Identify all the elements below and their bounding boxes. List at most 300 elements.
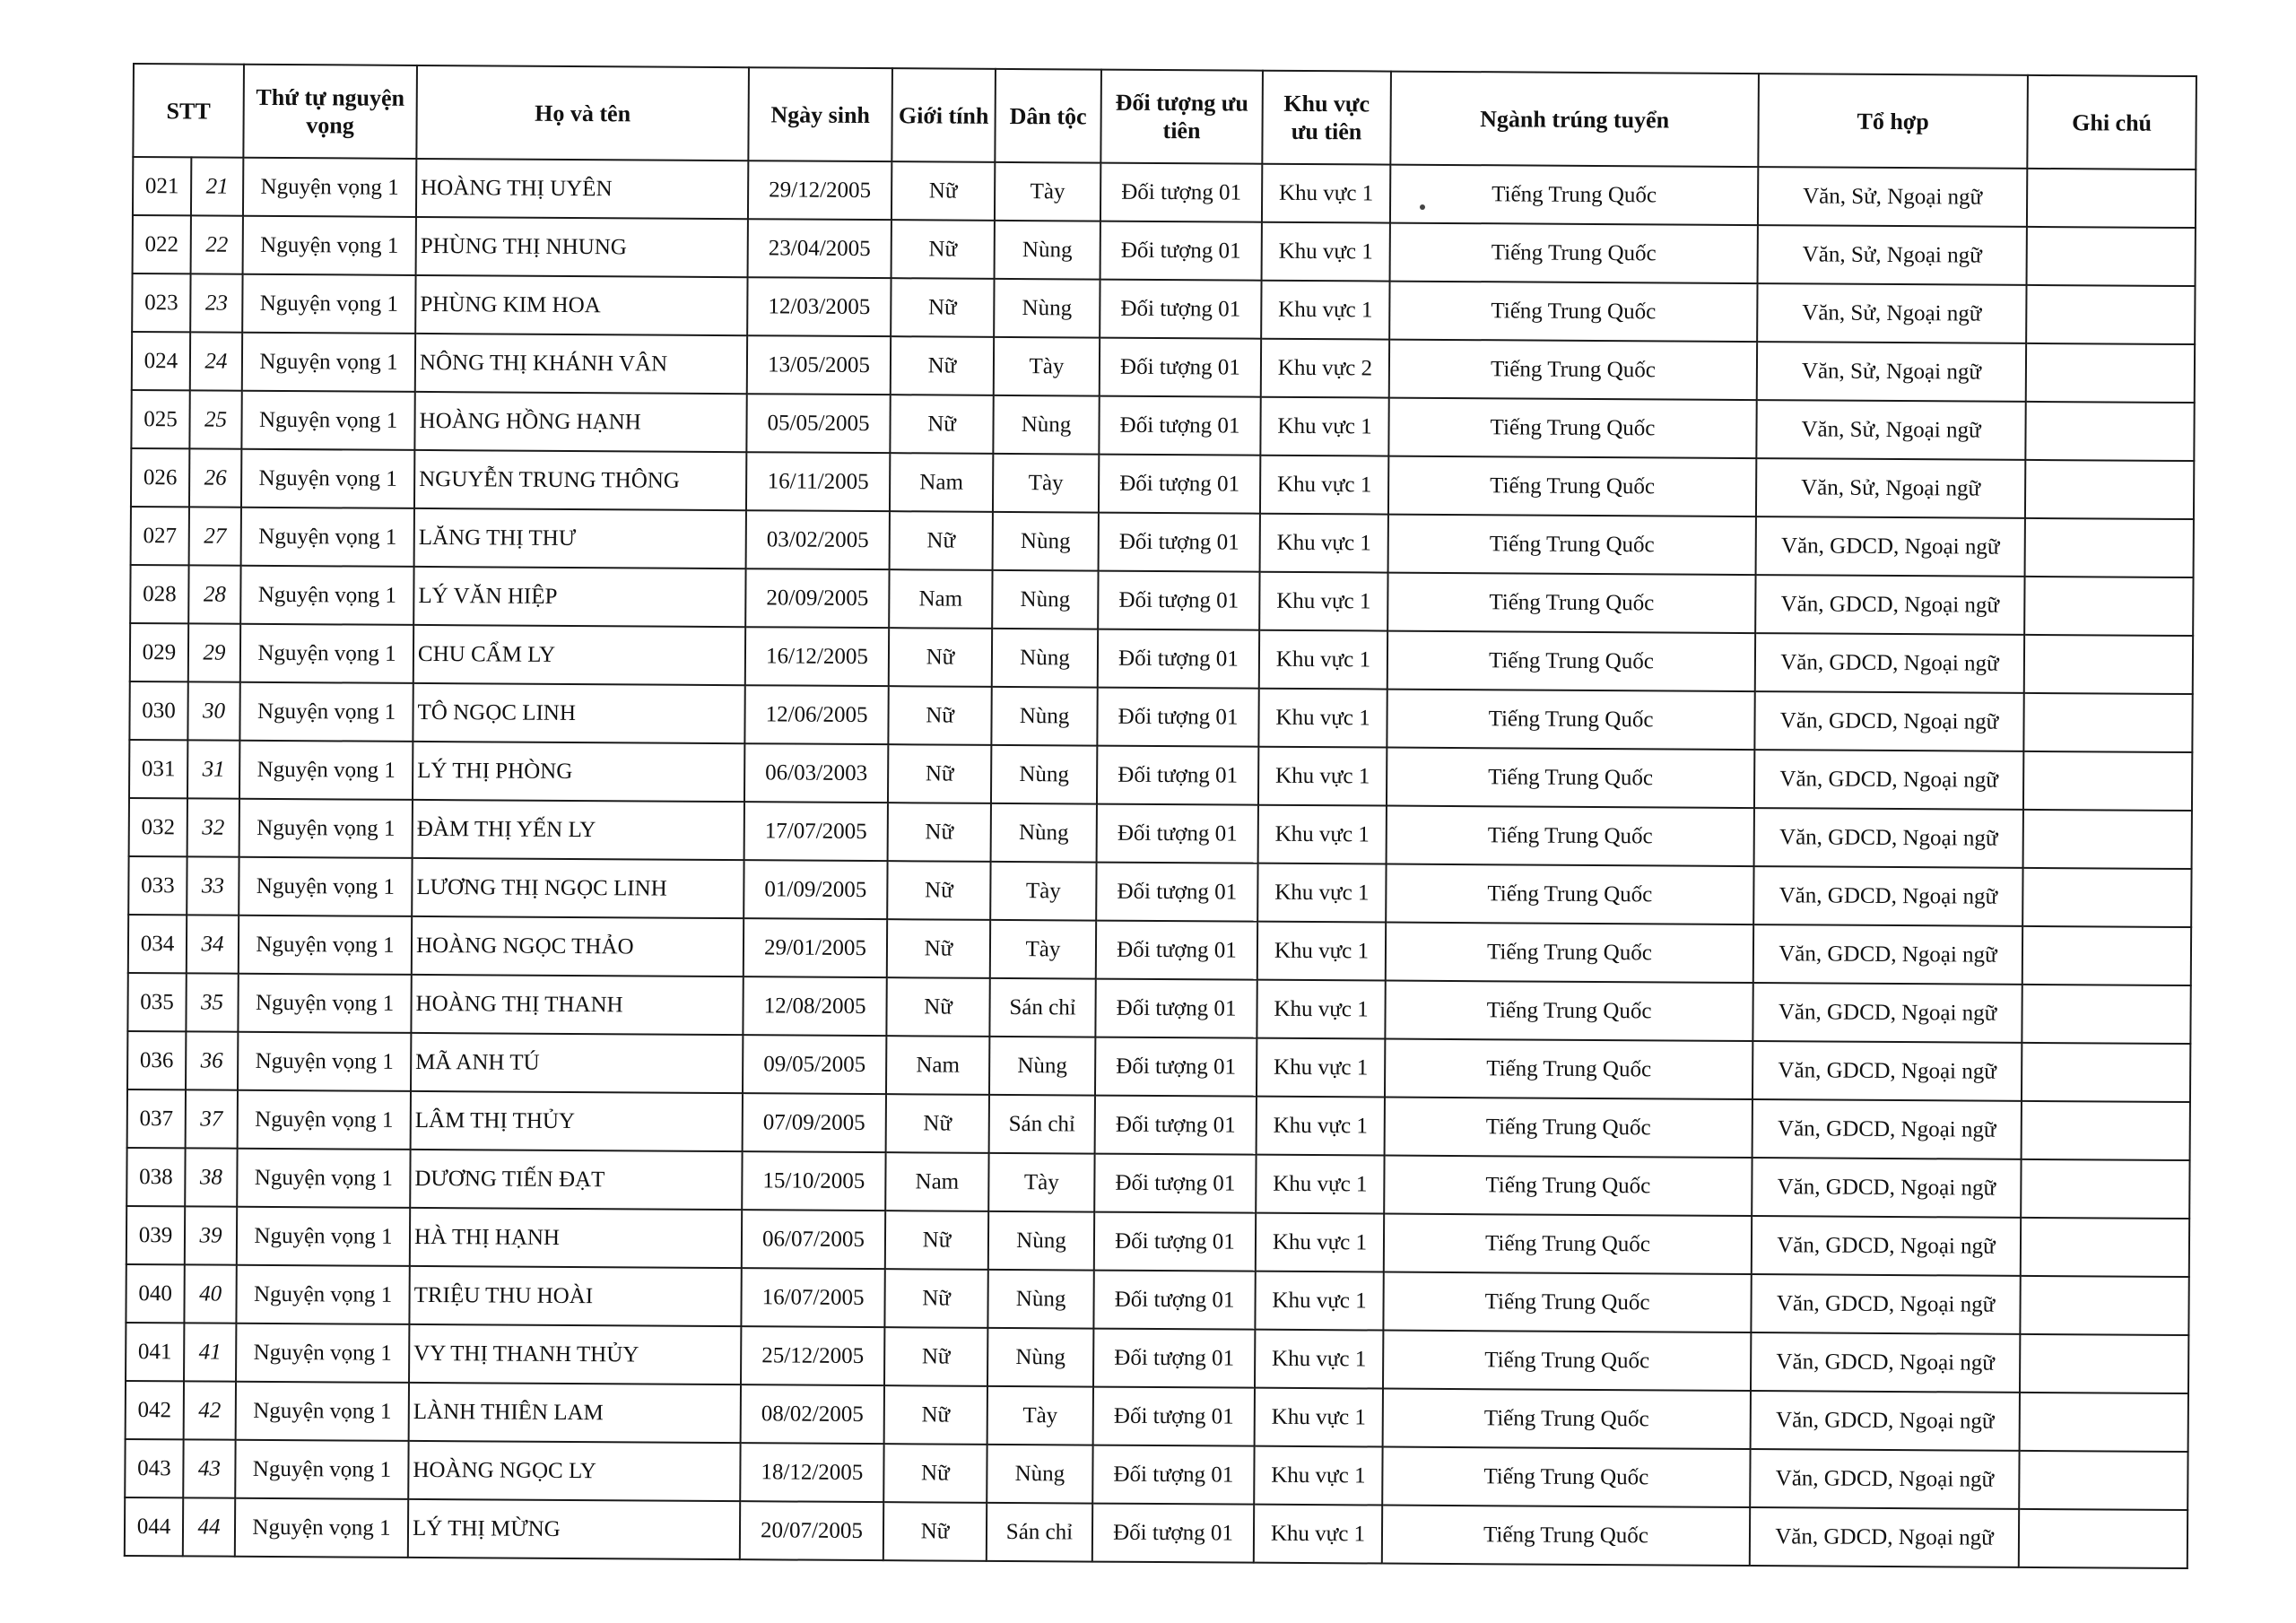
- cell-dan-toc: Nùng: [993, 395, 1099, 455]
- cell-order: 26: [189, 448, 241, 507]
- cell-order: 29: [188, 623, 240, 681]
- cell-to-hop: Văn, GDCD, Ngoại ngữ: [1751, 1332, 2020, 1393]
- table-header-row: [133, 64, 2196, 169]
- cell-to-hop: Văn, GDCD, Ngoại ngữ: [1754, 750, 2023, 810]
- cell-nguyen-vong: Nguyện vọng 1: [239, 682, 413, 742]
- cell-ho-ten: LĂNG THỊ THƯ: [414, 508, 746, 568]
- cell-ghi-chu: [2020, 1276, 2188, 1335]
- cell-nganh: Tiếng Trung Quốc: [1383, 1272, 1751, 1333]
- cell-ngay-sinh: 12/08/2005: [743, 976, 886, 1036]
- cell-to-hop: Văn, GDCD, Ngoại ngữ: [1751, 1391, 2020, 1451]
- cell-ho-ten: HOÀNG NGỌC THẢO: [412, 916, 744, 976]
- cell-gioi-tinh: Nữ: [891, 278, 994, 337]
- cell-ghi-chu: [2022, 1101, 2190, 1160]
- cell-stt: 031: [129, 740, 187, 798]
- cell-order: 25: [189, 390, 241, 448]
- cell-ghi-chu: [2022, 1043, 2190, 1102]
- cell-ho-ten: PHÙNG KIM HOA: [415, 275, 747, 335]
- cell-stt: 023: [132, 273, 190, 332]
- cell-gioi-tinh: Nam: [890, 453, 993, 512]
- cell-order: 43: [183, 1439, 235, 1497]
- cell-stt: 025: [131, 390, 189, 448]
- cell-ho-ten: LƯƠNG THỊ NGỌC LINH: [412, 858, 744, 918]
- cell-to-hop: Văn, GDCD, Ngoại ngữ: [1754, 691, 2023, 751]
- cell-ho-ten: LÝ VĂN HIỆP: [413, 567, 745, 627]
- cell-nguyen-vong: Nguyện vọng 1: [239, 916, 412, 975]
- cell-khu-vuc: Khu vực 1: [1262, 222, 1390, 282]
- cell-gioi-tinh: Nữ: [890, 395, 993, 454]
- cell-stt: 036: [127, 1031, 186, 1089]
- cell-nganh: Tiếng Trung Quốc: [1384, 1156, 1752, 1217]
- cell-stt: 033: [128, 856, 187, 915]
- cell-stt: 039: [126, 1206, 185, 1264]
- cell-to-hop: Văn, Sử, Ngoại ngữ: [1756, 400, 2025, 460]
- cell-nganh: Tiếng Trung Quốc: [1386, 923, 1753, 984]
- cell-order: 42: [184, 1381, 236, 1439]
- cell-to-hop: Văn, GDCD, Ngoại ngữ: [1750, 1507, 2019, 1567]
- cell-to-hop: Văn, GDCD, Ngoại ngữ: [1752, 1099, 2022, 1159]
- cell-khu-vuc: Khu vực 1: [1258, 805, 1387, 864]
- cell-ghi-chu: [2023, 693, 2192, 752]
- cell-stt: 030: [129, 681, 187, 740]
- cell-nguyen-vong: Nguyện vọng 1: [236, 1382, 409, 1441]
- cell-dan-toc: Nùng: [987, 1270, 1093, 1329]
- cell-gioi-tinh: Nữ: [888, 686, 991, 745]
- cell-doi-tuong: Đối tượng 01: [1097, 804, 1258, 864]
- header-doi-tuong-uu-tien: Đối tượng ưu tiên: [1100, 70, 1263, 164]
- header-gioi-tinh: Giới tính: [891, 68, 996, 162]
- cell-doi-tuong: Đối tượng 01: [1100, 221, 1262, 281]
- cell-ghi-chu: [2024, 577, 2193, 636]
- cell-khu-vuc: Khu vực 1: [1260, 397, 1388, 456]
- cell-doi-tuong: Đối tượng 01: [1095, 979, 1257, 1038]
- cell-gioi-tinh: Nữ: [891, 336, 994, 395]
- cell-stt: 040: [126, 1264, 184, 1323]
- cell-doi-tuong: Đối tượng 01: [1100, 163, 1262, 222]
- cell-gioi-tinh: Nữ: [890, 511, 993, 570]
- cell-dan-toc: Nùng: [988, 1211, 1094, 1271]
- cell-gioi-tinh: Nam: [885, 1152, 988, 1211]
- cell-khu-vuc: Khu vực 1: [1256, 1213, 1384, 1272]
- cell-order: 28: [188, 565, 240, 623]
- cell-ho-ten: LÝ THỊ MỪNG: [408, 1499, 740, 1559]
- cell-to-hop: Văn, GDCD, Ngoại ngữ: [1754, 808, 2023, 868]
- header-dan-toc: Dân tộc: [995, 69, 1101, 163]
- cell-ho-ten: NÔNG THỊ KHÁNH VÂN: [415, 334, 747, 394]
- cell-nganh: Tiếng Trung Quốc: [1388, 515, 1756, 576]
- cell-ghi-chu: [2023, 751, 2192, 811]
- cell-nguyen-vong: Nguyện vọng 1: [238, 1090, 411, 1150]
- cell-ghi-chu: [2022, 985, 2190, 1044]
- cell-ngay-sinh: 08/02/2005: [741, 1384, 884, 1444]
- cell-ghi-chu: [2019, 1509, 2187, 1568]
- cell-stt: 041: [126, 1323, 184, 1381]
- cell-doi-tuong: Đối tượng 01: [1092, 1504, 1254, 1563]
- cell-nganh: Tiếng Trung Quốc: [1383, 1389, 1751, 1450]
- cell-dan-toc: Sán chỉ: [987, 1503, 1092, 1562]
- cell-nguyen-vong: Nguyện vọng 1: [241, 508, 414, 567]
- cell-gioi-tinh: Nữ: [884, 1269, 987, 1328]
- cell-stt: 029: [130, 623, 188, 681]
- cell-khu-vuc: Khu vực 1: [1259, 630, 1387, 690]
- cell-ngay-sinh: 09/05/2005: [743, 1035, 886, 1094]
- cell-ho-ten: TRIỆU THU HOÀI: [409, 1266, 741, 1326]
- cell-order: 32: [187, 798, 239, 856]
- cell-dan-toc: Tày: [990, 920, 1096, 979]
- cell-ho-ten: CHU CẨM LY: [413, 625, 745, 685]
- cell-khu-vuc: Khu vực 1: [1260, 514, 1388, 573]
- cell-ho-ten: LÝ THỊ PHÒNG: [413, 742, 744, 802]
- cell-dan-toc: Tày: [990, 862, 1096, 921]
- cell-to-hop: Văn, GDCD, Ngoại ngữ: [1753, 924, 2022, 985]
- cell-dan-toc: Nùng: [989, 1037, 1095, 1096]
- cell-ghi-chu: [2023, 810, 2192, 869]
- cell-doi-tuong: Đối tượng 01: [1095, 1037, 1257, 1097]
- cell-khu-vuc: Khu vực 1: [1257, 1038, 1385, 1098]
- cell-ngay-sinh: 06/07/2005: [742, 1210, 885, 1269]
- cell-ghi-chu: [2022, 926, 2191, 985]
- cell-khu-vuc: Khu vực 1: [1258, 689, 1387, 748]
- cell-ngay-sinh: 23/04/2005: [748, 219, 891, 278]
- cell-stt: 021: [133, 157, 191, 215]
- cell-ngay-sinh: 05/05/2005: [746, 394, 890, 453]
- cell-dan-toc: Nùng: [994, 279, 1100, 338]
- cell-nganh: Tiếng Trung Quốc: [1383, 1331, 1751, 1392]
- cell-order: 33: [187, 856, 239, 915]
- cell-ngay-sinh: 12/03/2005: [747, 277, 891, 336]
- cell-nguyen-vong: Nguyện vọng 1: [242, 274, 415, 334]
- cell-ngay-sinh: 03/02/2005: [746, 510, 890, 569]
- cell-ngay-sinh: 29/01/2005: [744, 918, 887, 977]
- cell-gioi-tinh: Nữ: [883, 1502, 987, 1561]
- cell-gioi-tinh: Nữ: [884, 1327, 987, 1386]
- cell-dan-toc: Nùng: [992, 629, 1098, 688]
- header-nganh-trung-tuyen: Ngành trúng tuyển: [1390, 72, 1759, 168]
- cell-nganh: Tiếng Trung Quốc: [1387, 631, 1755, 692]
- cell-ho-ten: LÀNH THIÊN LAM: [409, 1383, 741, 1443]
- cell-ngay-sinh: 20/09/2005: [745, 568, 889, 628]
- cell-dan-toc: Nùng: [987, 1445, 1092, 1504]
- cell-ghi-chu: [2021, 1218, 2189, 1277]
- cell-to-hop: Văn, Sử, Ngoại ngữ: [1757, 283, 2026, 343]
- cell-nguyen-vong: Nguyện vọng 1: [238, 1032, 411, 1091]
- cell-stt: 022: [133, 215, 191, 273]
- cell-gioi-tinh: Nữ: [886, 1094, 989, 1153]
- cell-to-hop: Văn, Sử, Ngoại ngữ: [1757, 342, 2026, 402]
- cell-dan-toc: Tày: [993, 454, 1099, 513]
- cell-dan-toc: Tày: [987, 1386, 1093, 1445]
- cell-ho-ten: ĐÀM THỊ YẾN LY: [413, 800, 744, 860]
- cell-to-hop: Văn, GDCD, Ngoại ngữ: [1752, 1158, 2021, 1218]
- cell-nganh: Tiếng Trung Quốc: [1387, 806, 1754, 867]
- header-to-hop: Tổ hợp: [1758, 74, 2028, 169]
- cell-to-hop: Văn, Sử, Ngoại ngữ: [1758, 167, 2027, 227]
- cell-khu-vuc: Khu vực 1: [1254, 1505, 1382, 1564]
- cell-stt: 034: [128, 915, 187, 973]
- admission-list-sheet: [124, 63, 2196, 1571]
- cell-gioi-tinh: Nữ: [883, 1444, 987, 1503]
- cell-to-hop: Văn, GDCD, Ngoại ngữ: [1755, 633, 2024, 693]
- cell-gioi-tinh: Nữ: [885, 1211, 988, 1270]
- cell-dan-toc: Nùng: [991, 803, 1097, 863]
- cell-order: 40: [184, 1264, 236, 1323]
- header-thu-tu-nguyen-vong: Thứ tự nguyện vọng: [243, 65, 417, 159]
- cell-gioi-tinh: Nữ: [889, 628, 992, 687]
- cell-dan-toc: Nùng: [991, 745, 1097, 804]
- cell-gioi-tinh: Nữ: [886, 977, 989, 1037]
- cell-doi-tuong: Đối tượng 01: [1093, 1329, 1255, 1388]
- cell-ho-ten: HOÀNG THỊ UYÊN: [416, 159, 748, 219]
- cell-khu-vuc: Khu vực 1: [1257, 864, 1386, 923]
- cell-ho-ten: LÂM THỊ THỦY: [411, 1091, 743, 1151]
- cell-ho-ten: HOÀNG THỊ THANH: [411, 975, 743, 1035]
- cell-order: 27: [189, 507, 241, 565]
- cell-to-hop: Văn, GDCD, Ngoại ngữ: [1756, 516, 2025, 577]
- cell-nganh: Tiếng Trung Quốc: [1390, 223, 1758, 284]
- cell-order: 35: [186, 973, 238, 1031]
- cell-ngay-sinh: 01/09/2005: [744, 860, 887, 919]
- cell-order: 44: [183, 1497, 235, 1556]
- cell-nguyen-vong: Nguyện vọng 1: [239, 799, 413, 858]
- cell-nganh: Tiếng Trung Quốc: [1385, 1039, 1752, 1100]
- cell-to-hop: Văn, GDCD, Ngoại ngữ: [1752, 1041, 2022, 1101]
- header-khu-vuc-uu-tien: Khu vực ưu tiên: [1262, 71, 1391, 165]
- cell-nganh: Tiếng Trung Quốc: [1385, 981, 1752, 1042]
- cell-doi-tuong: Đối tượng 01: [1094, 1212, 1256, 1271]
- cell-khu-vuc: Khu vực 1: [1256, 1155, 1384, 1214]
- cell-doi-tuong: Đối tượng 01: [1097, 688, 1258, 747]
- cell-to-hop: Văn, Sử, Ngoại ngữ: [1756, 458, 2025, 518]
- cell-doi-tuong: Đối tượng 01: [1100, 338, 1261, 397]
- cell-order: 22: [191, 215, 243, 273]
- cell-ghi-chu: [2020, 1393, 2188, 1452]
- cell-stt: 026: [131, 448, 189, 507]
- cell-nganh: Tiếng Trung Quốc: [1386, 864, 1753, 925]
- cell-nguyen-vong: Nguyện vọng 1: [240, 566, 413, 625]
- cell-khu-vuc: Khu vực 1: [1255, 1271, 1383, 1331]
- cell-ho-ten: HOÀNG HỒNG HẠNH: [414, 392, 746, 452]
- cell-order: 34: [187, 915, 239, 973]
- cell-nganh: Tiếng Trung Quốc: [1388, 398, 1756, 459]
- cell-stt: 037: [127, 1089, 186, 1148]
- cell-doi-tuong: Đối tượng 01: [1097, 746, 1258, 805]
- cell-order: 36: [186, 1031, 238, 1089]
- cell-nguyen-vong: Nguyện vọng 1: [236, 1324, 409, 1383]
- cell-gioi-tinh: Nữ: [888, 803, 991, 862]
- cell-stt: 024: [132, 332, 190, 390]
- header-ghi-chu: Ghi chú: [2027, 75, 2196, 169]
- cell-nganh: Tiếng Trung Quốc: [1384, 1214, 1752, 1275]
- cell-doi-tuong: Đối tượng 01: [1098, 571, 1259, 630]
- cell-ngay-sinh: 18/12/2005: [740, 1443, 883, 1502]
- cell-order: 38: [185, 1148, 237, 1206]
- cell-ho-ten: TÔ NGỌC LINH: [413, 683, 744, 743]
- cell-stt: 044: [125, 1497, 183, 1556]
- cell-order: 39: [185, 1206, 237, 1264]
- cell-ghi-chu: [2019, 1451, 2187, 1510]
- cell-nguyen-vong: Nguyện vọng 1: [237, 1149, 410, 1208]
- cell-ngay-sinh: 17/07/2005: [744, 802, 888, 861]
- header-stt: STT: [133, 64, 244, 158]
- cell-ngay-sinh: 16/12/2005: [745, 627, 889, 686]
- cell-khu-vuc: Khu vực 1: [1255, 1330, 1383, 1389]
- cell-khu-vuc: Khu vực 1: [1257, 922, 1386, 981]
- cell-order: 37: [186, 1089, 238, 1148]
- cell-ghi-chu: [2026, 343, 2195, 403]
- cell-ho-ten: VY THỊ THANH THỦY: [409, 1324, 741, 1384]
- cell-ho-ten: MÃ ANH TÚ: [411, 1033, 743, 1093]
- header-ngay-sinh: Ngày sinh: [748, 67, 892, 161]
- cell-gioi-tinh: Nữ: [888, 744, 991, 803]
- cell-nguyen-vong: Nguyện vọng 1: [241, 391, 414, 450]
- cell-to-hop: Văn, GDCD, Ngoại ngữ: [1753, 866, 2022, 926]
- cell-order: 30: [187, 681, 239, 740]
- cell-nganh: Tiếng Trung Quốc: [1387, 690, 1754, 751]
- cell-gioi-tinh: Nữ: [891, 161, 995, 221]
- cell-doi-tuong: Đối tượng 01: [1094, 1154, 1256, 1213]
- cell-order: 41: [184, 1323, 236, 1381]
- cell-khu-vuc: Khu vực 2: [1261, 339, 1389, 398]
- cell-nguyen-vong: Nguyện vọng 1: [241, 449, 414, 508]
- cell-dan-toc: Nùng: [992, 570, 1098, 629]
- cell-ngay-sinh: 15/10/2005: [742, 1151, 885, 1211]
- cell-khu-vuc: Khu vực 1: [1260, 456, 1388, 515]
- cell-nguyen-vong: Nguyện vọng 1: [237, 1207, 410, 1266]
- cell-nguyen-vong: Nguyện vọng 1: [239, 857, 412, 916]
- cell-ngay-sinh: 16/11/2005: [746, 452, 890, 511]
- cell-ghi-chu: [2022, 868, 2191, 927]
- cell-ngay-sinh: 07/09/2005: [743, 1093, 886, 1152]
- cell-doi-tuong: Đối tượng 01: [1100, 280, 1261, 339]
- cell-nganh: Tiếng Trung Quốc: [1385, 1098, 1752, 1159]
- cell-nguyen-vong: Nguyện vọng 1: [235, 1498, 408, 1558]
- cell-dan-toc: Tày: [994, 337, 1100, 396]
- cell-nguyen-vong: Nguyện vọng 1: [240, 624, 413, 683]
- cell-khu-vuc: Khu vực 1: [1258, 747, 1387, 806]
- cell-dan-toc: Nùng: [995, 221, 1100, 280]
- scan-speck: [1420, 204, 1425, 210]
- cell-ho-ten: PHÙNG THỊ NHUNG: [416, 217, 748, 277]
- cell-nganh: Tiếng Trung Quốc: [1390, 165, 1758, 226]
- cell-khu-vuc: Khu vực 1: [1257, 1097, 1385, 1156]
- cell-doi-tuong: Đối tượng 01: [1096, 921, 1257, 980]
- cell-stt: 028: [130, 565, 188, 623]
- cell-nganh: Tiếng Trung Quốc: [1382, 1447, 1750, 1508]
- cell-ho-ten: DƯƠNG TIẾN ĐẠT: [410, 1150, 742, 1210]
- admission-table: [124, 63, 2197, 1569]
- cell-nganh: Tiếng Trung Quốc: [1387, 573, 1755, 634]
- cell-nguyen-vong: Nguyện vọng 1: [243, 158, 416, 217]
- cell-ngay-sinh: 13/05/2005: [747, 335, 891, 395]
- cell-to-hop: Văn, Sử, Ngoại ngữ: [1758, 225, 2027, 285]
- cell-khu-vuc: Khu vực 1: [1254, 1446, 1382, 1506]
- table-row: [125, 1497, 2187, 1568]
- cell-doi-tuong: Đối tượng 01: [1092, 1445, 1254, 1505]
- cell-ngay-sinh: 12/06/2005: [744, 685, 888, 744]
- cell-ngay-sinh: 25/12/2005: [741, 1326, 884, 1385]
- cell-ngay-sinh: 06/03/2003: [744, 743, 888, 803]
- cell-stt: 038: [126, 1148, 185, 1206]
- cell-stt: 032: [129, 798, 187, 856]
- cell-order: 23: [190, 273, 242, 332]
- cell-ghi-chu: [2027, 169, 2196, 228]
- cell-stt: 027: [131, 507, 189, 565]
- header-ho-ten: Họ và tên: [416, 65, 749, 161]
- cell-order: 31: [187, 740, 239, 798]
- cell-khu-vuc: Khu vực 1: [1259, 572, 1387, 631]
- cell-khu-vuc: Khu vực 1: [1261, 281, 1389, 340]
- cell-doi-tuong: Đối tượng 01: [1096, 863, 1257, 922]
- cell-ngay-sinh: 20/07/2005: [740, 1501, 883, 1560]
- cell-gioi-tinh: Nam: [889, 569, 992, 629]
- cell-nganh: Tiếng Trung Quốc: [1389, 282, 1757, 343]
- cell-nguyen-vong: Nguyện vọng 1: [238, 974, 411, 1033]
- cell-ghi-chu: [2025, 518, 2194, 577]
- cell-nguyen-vong: Nguyện vọng 1: [235, 1440, 408, 1499]
- cell-nganh: Tiếng Trung Quốc: [1389, 340, 1757, 401]
- cell-doi-tuong: Đối tượng 01: [1093, 1271, 1255, 1330]
- cell-ngay-sinh: 29/12/2005: [748, 161, 891, 220]
- table-body: [125, 157, 2196, 1568]
- cell-nguyen-vong: Nguyện vọng 1: [242, 333, 415, 392]
- cell-ngay-sinh: 16/07/2005: [741, 1268, 884, 1327]
- cell-dan-toc: Sán chỉ: [989, 978, 1095, 1037]
- cell-doi-tuong: Đối tượng 01: [1098, 629, 1259, 689]
- cell-gioi-tinh: Nữ: [891, 220, 995, 279]
- cell-khu-vuc: Khu vực 1: [1257, 980, 1385, 1039]
- cell-ghi-chu: [2020, 1334, 2188, 1393]
- cell-nguyen-vong: Nguyện vọng 1: [236, 1265, 409, 1324]
- cell-gioi-tinh: Nữ: [884, 1385, 987, 1445]
- cell-gioi-tinh: Nam: [886, 1036, 989, 1095]
- cell-to-hop: Văn, GDCD, Ngoại ngữ: [1752, 983, 2022, 1043]
- cell-ghi-chu: [2025, 402, 2194, 461]
- cell-stt: 042: [126, 1381, 184, 1439]
- cell-ghi-chu: [2026, 285, 2195, 344]
- cell-ho-ten: HOÀNG NGỌC LY: [408, 1441, 740, 1501]
- cell-nguyen-vong: Nguyện vọng 1: [243, 216, 416, 275]
- cell-dan-toc: Nùng: [987, 1328, 1093, 1387]
- cell-gioi-tinh: Nữ: [887, 919, 990, 978]
- cell-to-hop: Văn, GDCD, Ngoại ngữ: [1755, 575, 2024, 635]
- cell-khu-vuc: Khu vực 1: [1262, 164, 1390, 223]
- cell-dan-toc: Nùng: [993, 512, 1099, 571]
- cell-stt: 035: [127, 973, 186, 1031]
- cell-nganh: Tiếng Trung Quốc: [1387, 748, 1754, 809]
- cell-nganh: Tiếng Trung Quốc: [1382, 1506, 1750, 1567]
- cell-ghi-chu: [2027, 227, 2196, 286]
- cell-nguyen-vong: Nguyện vọng 1: [239, 741, 413, 800]
- cell-ghi-chu: [2025, 460, 2194, 519]
- cell-to-hop: Văn, GDCD, Ngoại ngữ: [1751, 1274, 2020, 1334]
- cell-doi-tuong: Đối tượng 01: [1099, 455, 1260, 514]
- cell-order: 21: [191, 157, 243, 215]
- cell-ghi-chu: [2024, 635, 2193, 694]
- cell-gioi-tinh: Nữ: [887, 861, 990, 920]
- cell-stt: 043: [125, 1439, 183, 1497]
- cell-doi-tuong: Đối tượng 01: [1099, 513, 1260, 572]
- cell-doi-tuong: Đối tượng 01: [1093, 1387, 1255, 1446]
- cell-dan-toc: Sán chỉ: [989, 1095, 1095, 1154]
- cell-ho-ten: HÀ THỊ HẠNH: [410, 1208, 742, 1268]
- cell-dan-toc: Tày: [995, 162, 1100, 221]
- cell-doi-tuong: Đối tượng 01: [1095, 1096, 1257, 1155]
- cell-ho-ten: NGUYỄN TRUNG THÔNG: [414, 450, 746, 510]
- cell-khu-vuc: Khu vực 1: [1255, 1388, 1383, 1447]
- cell-nganh: Tiếng Trung Quốc: [1388, 456, 1756, 517]
- cell-dan-toc: Tày: [988, 1153, 1094, 1212]
- cell-doi-tuong: Đối tượng 01: [1099, 396, 1260, 456]
